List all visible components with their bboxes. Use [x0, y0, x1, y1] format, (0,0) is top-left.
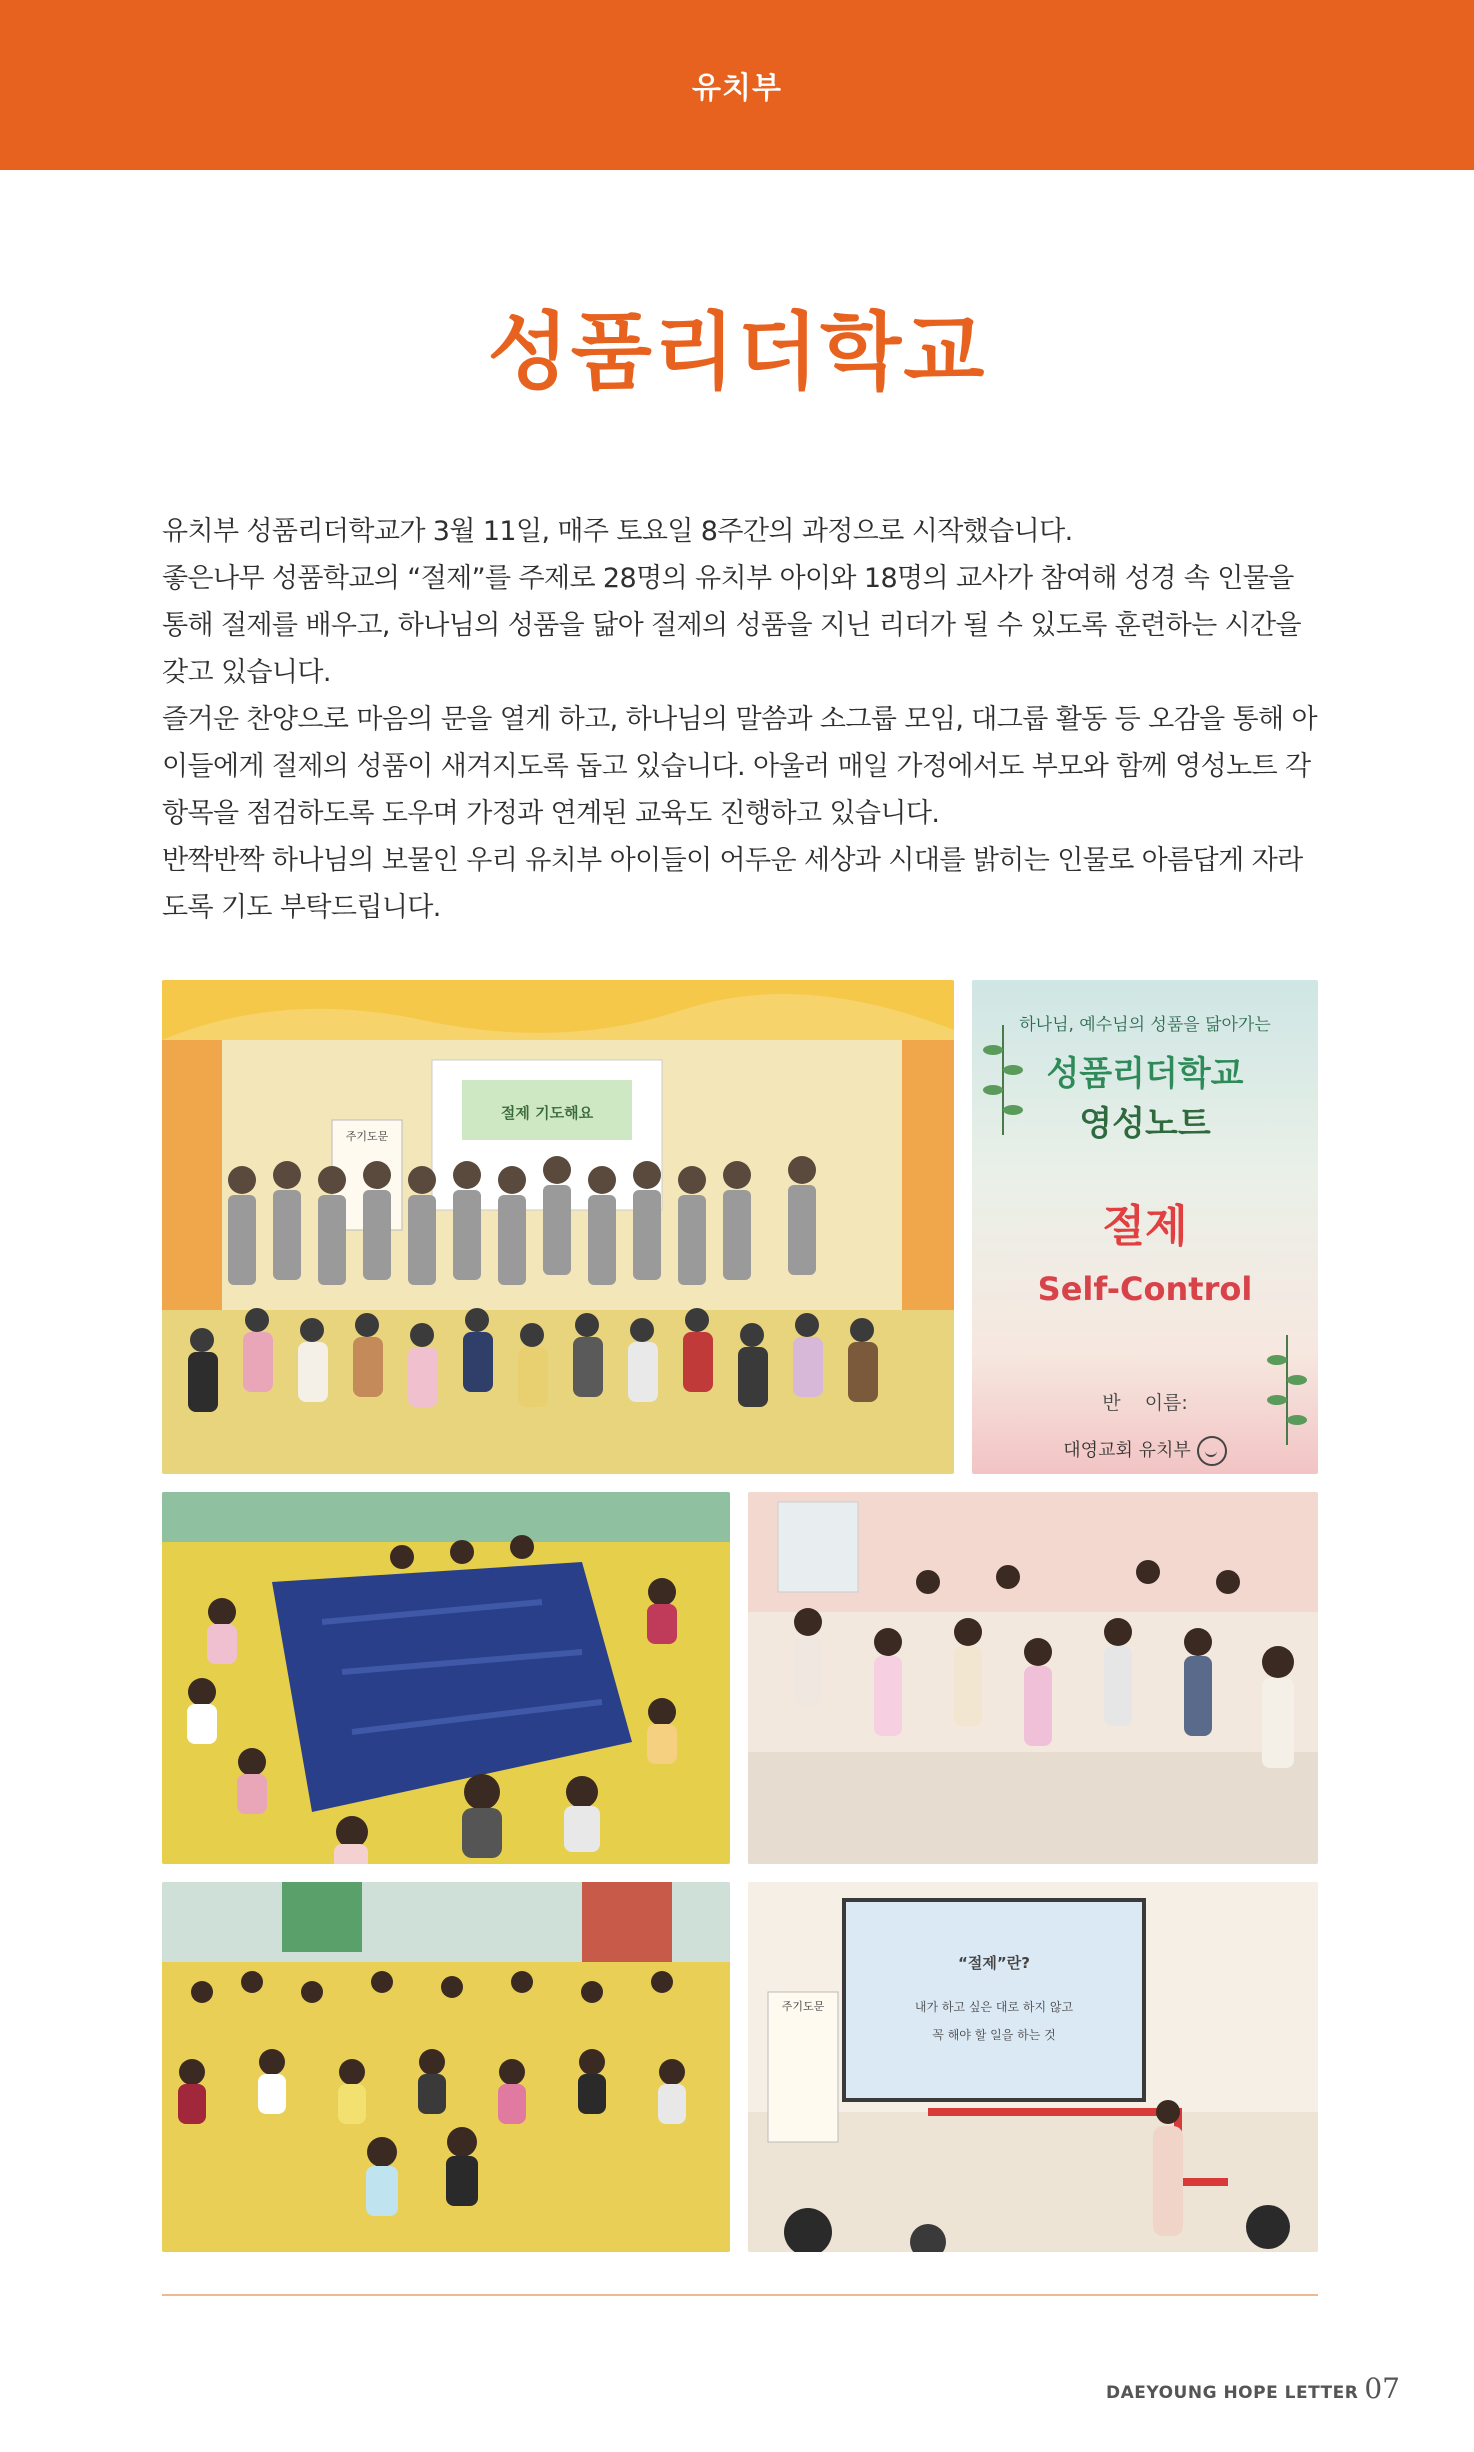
notebook-virtue-english: Self-Control — [1037, 1270, 1253, 1308]
notebook-name-field: 반 이름: — [1102, 1392, 1188, 1414]
poster-text: 주기도문 — [345, 1130, 389, 1143]
section-header-bar — [0, 0, 1474, 170]
slide-title: “절제”란? — [958, 1954, 1030, 1972]
page-footer — [1106, 2372, 1400, 2405]
notebook-title-line2: 영성노트 — [1079, 1104, 1211, 1144]
page-number: 07 — [1364, 2372, 1400, 2405]
page-title: 성품리더학교 — [487, 303, 987, 401]
notebook-subtitle: 하나님, 예수님의 성품을 닮아가는 — [1019, 1015, 1271, 1035]
notebook-cover-image — [972, 980, 1318, 1474]
tarp-activity-photo — [162, 1492, 730, 1864]
article-paragraph: 좋은나무 성품학교의 “절제”를 주제로 28명의 유치부 아이와 18명의 교사가 참여해 성경 속 인물을 통해 절제를 배우고, 하나님의 성품을 닮아 절제의 성품을 지닌 리더가 될 수 있도록 훈련하는 시간을 갖고 있습니다. — [162, 563, 1302, 688]
notebook-title: 성품리더학교 — [1046, 1054, 1244, 1094]
standing-activity-photo — [748, 1492, 1318, 1864]
publication-name: DAEYOUNG HOPE LETTER — [1106, 2383, 1359, 2403]
slide-text: 내가 하고 싶은 대로 하지 않고 — [914, 2000, 1074, 2014]
notebook-church: 대영교회 유치부 — [1063, 1440, 1191, 1461]
article-paragraph: 반짝반짝 하나님의 보물인 우리 유치부 아이들이 어두운 세상과 시대를 밝히는 인물로 아름답게 자라도록 기도 부탁드립니다. — [162, 845, 1303, 923]
group-photo — [162, 980, 954, 1474]
article-paragraph: 유치부 성품리더학교가 3월 11일, 매주 토요일 8주간의 과정으로 시작했습니다. — [162, 516, 1073, 547]
section-label: 유치부 — [692, 71, 782, 106]
footer-divider — [162, 2294, 1318, 2296]
lesson-slide-photo — [748, 1882, 1318, 2252]
poster-text: 주기도문 — [781, 2000, 825, 2013]
smiley-icon — [1197, 1436, 1227, 1466]
article-paragraph: 즐거운 찬양으로 마음의 문을 열게 하고, 하나님의 말씀과 소그룹 모임, 대그룹 활동 등 오감을 통해 아이들에게 절제의 성품이 새겨지도록 돕고 있습니다. 아울러 매일 가정에서도 부모와 함께 영성노트 각 항목을 점검하도록 도우며 가정과 연계된 교육도 진행하고 있습니다. — [162, 704, 1317, 829]
slide-text: 꼭 해야 할 일을 하는 것 — [932, 2028, 1056, 2042]
seated-children-photo — [162, 1882, 730, 2252]
notebook-virtue: 절제 — [1102, 1201, 1188, 1252]
notebook-church-line — [972, 1436, 1318, 1466]
article-body — [162, 508, 1322, 931]
presentation-slide — [842, 1898, 1146, 2102]
screen-text: 절제 기도해요 — [500, 1104, 594, 1122]
